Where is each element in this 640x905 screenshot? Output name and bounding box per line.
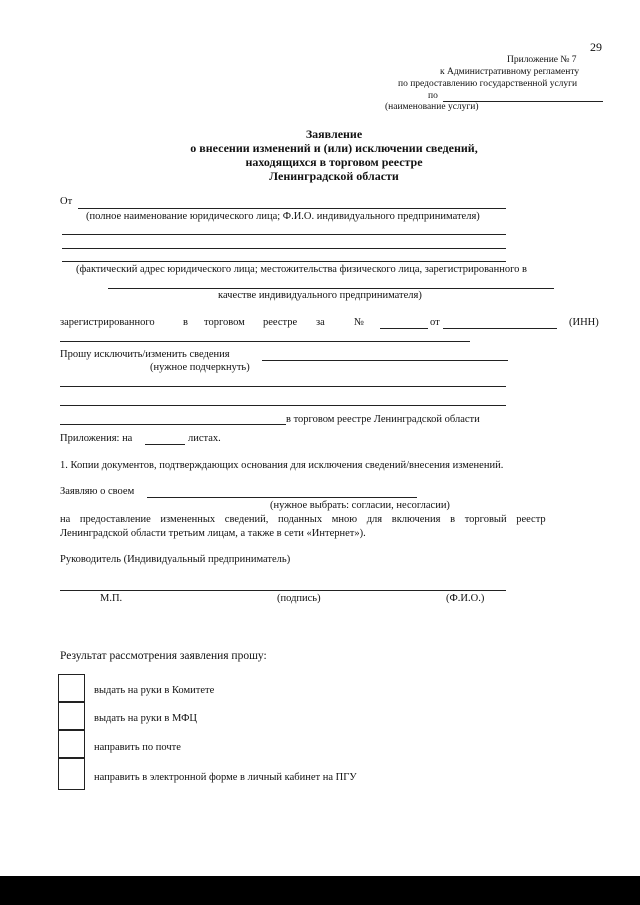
from-line-3 [62,248,506,249]
request-suffix: в торговом реестре Ленинградской области [286,414,480,425]
scan-border [0,876,640,905]
consent-text-1: на предоставление измененных сведений, поданных мною для включения в торговый реестр [60,514,546,525]
title-line-4: Ленинградской области [269,169,399,183]
reg-word-3: торговом [204,317,245,328]
reg-word-5: за [316,317,325,328]
from-line [78,208,506,209]
consent-hint: (нужное выбрать: согласии, несогласии) [270,500,450,511]
checkbox-post[interactable] [58,730,85,758]
from-hint-1: (полное наименование юридического лица; Ф.И.О. индивидуального предпринимателя) [86,211,480,222]
appendix-line-4: по [428,91,438,101]
request-label: Прошу исключить/изменить сведения [60,349,230,360]
reg-word-7: от [430,317,440,328]
request-hint: (нужное подчеркнуть) [150,362,250,373]
appendix-line-3: по предоставлению государственной услуги [398,79,578,89]
reg-word-2: в [183,317,188,328]
from-label: От [60,196,73,207]
page-number: 29 [590,40,602,54]
result-option-3: направить по почте [94,742,181,753]
attachments-label: Приложения: на [60,433,133,444]
attachments-sheets: листах. [188,433,221,444]
request-line-2 [60,386,506,387]
result-option-1: выдать на руки в Комитете [94,685,215,696]
reg-word-1: зарегистрированного [60,317,155,328]
signature-line [60,590,506,591]
fio-label: (Ф.И.О.) [446,593,485,604]
consent-label: Заявляю о своем [60,486,135,497]
request-line [262,360,508,361]
title-line-2: о внесении изменений и (или) исключении сведений, [190,141,478,155]
from-hint-2b: качестве индивидуального предпринимателя) [218,290,422,301]
consent-text-2: Ленинградской области третьим лицам, а также в сети «Интернет»). [60,528,366,539]
reg-date-line [443,328,557,329]
reg-line-2 [60,341,470,342]
checkbox-committee[interactable] [58,674,85,702]
appendix-line-1: Приложение № 7 [507,55,577,65]
result-option-2: выдать на руки в МФЦ [94,713,198,724]
inn-label: (ИНН) [569,317,599,328]
title-line-1: Заявление [305,127,363,141]
from-line-4 [62,261,506,262]
service-name-hint: (наименование услуги) [385,102,479,112]
sign-label: (подпись) [277,593,321,604]
signature-head: Руководитель (Индивидуальный предприниматель) [60,554,291,565]
reg-number-line [380,328,428,329]
attachment-item-1: 1. Копии документов, подтверждающих основания для исключения сведений/внесения изменений. [60,460,504,471]
stamp-label: М.П. [100,593,123,604]
request-line-4 [60,424,286,425]
request-line-3 [60,405,506,406]
result-label: Результат рассмотрения заявления прошу: [60,650,267,662]
from-hint-2a: (фактический адрес юридического лица; местожительства физического лица, зарегистрированного в [76,264,527,275]
attachments-count-line [145,444,185,445]
consent-line [147,497,417,498]
checkbox-online[interactable] [58,758,85,790]
reg-word-4: реестре [263,317,298,328]
checkbox-mfc[interactable] [58,702,85,730]
appendix-line-2: к Административному регламенту [440,67,580,77]
from-line-5 [108,288,554,289]
reg-word-6: № [354,317,365,328]
result-option-4: направить в электронной форме в личный кабинет на ПГУ [94,772,357,783]
from-line-2 [62,234,506,235]
title-line-3: находящихся в торговом реестре [245,155,423,169]
